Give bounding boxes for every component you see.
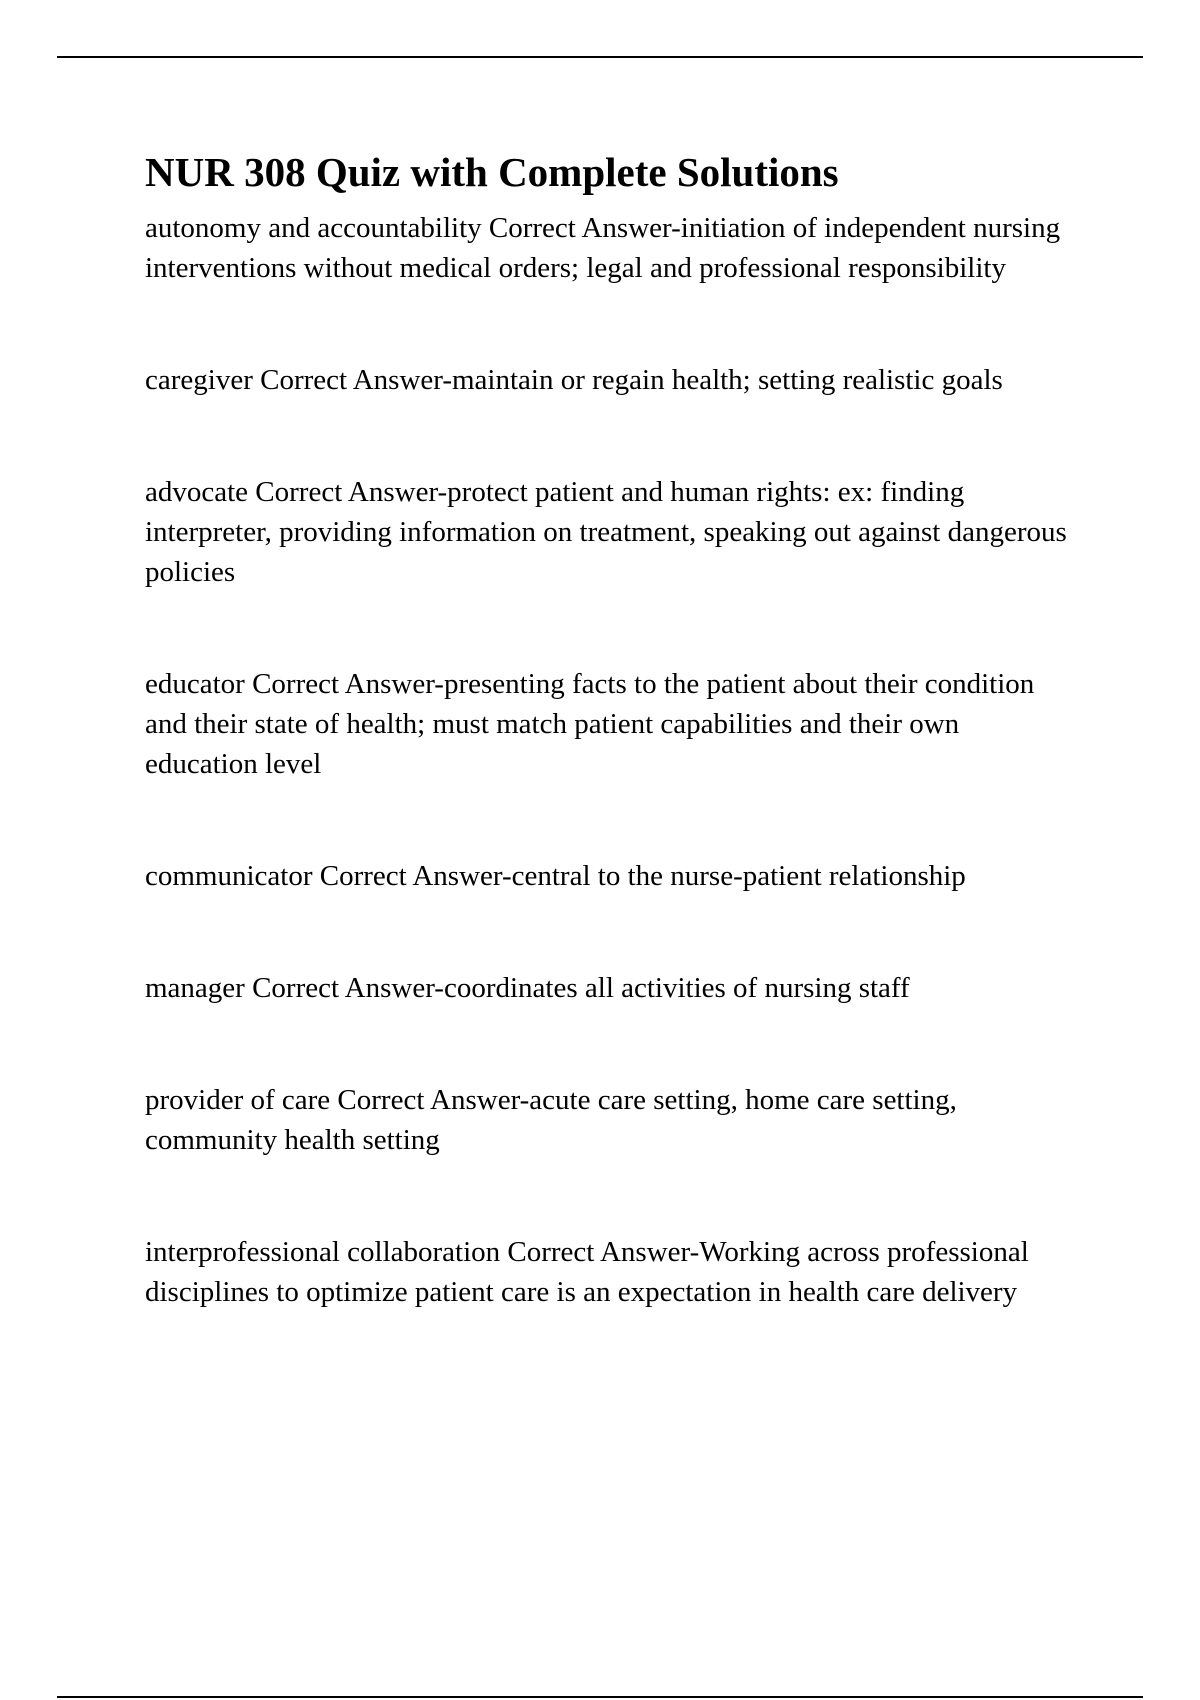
qa-entry-manager: manager Correct Answer-coordinates all activities of nursing staff xyxy=(145,972,910,1004)
top-rule xyxy=(57,56,1143,58)
qa-entry-interprofessional-collaboration: interprofessional collaboration Correct Answer-Working across professional disciplines to optimize patient care is an expectation in health care delivery xyxy=(145,1236,1029,1308)
qa-entry-communicator: communicator Correct Answer-central to the nurse-patient relationship xyxy=(145,860,966,892)
qa-entry-educator: educator Correct Answer-presenting facts to the patient about their condition and their state of health; must match patient capabilities and their own education level xyxy=(145,668,1035,780)
qa-entry-provider-of-care: provider of care Correct Answer-acute care setting, home care setting, community health setting xyxy=(145,1084,957,1156)
qa-entry-caregiver: caregiver Correct Answer-maintain or regain health; setting realistic goals xyxy=(145,364,1003,396)
qa-entry-autonomy: autonomy and accountability Correct Answer-initiation of independent nursing interventions without medical orders; legal and professional responsibility xyxy=(145,212,1061,284)
page-title: NUR 308 Quiz with Complete Solutions xyxy=(145,149,839,195)
document-body xyxy=(145,146,1075,1312)
bottom-rule xyxy=(57,1696,1143,1698)
qa-entry-advocate: advocate Correct Answer-protect patient and human rights: ex: finding interpreter, providing information on treatment, speaking out against dangerous policies xyxy=(145,476,1067,588)
